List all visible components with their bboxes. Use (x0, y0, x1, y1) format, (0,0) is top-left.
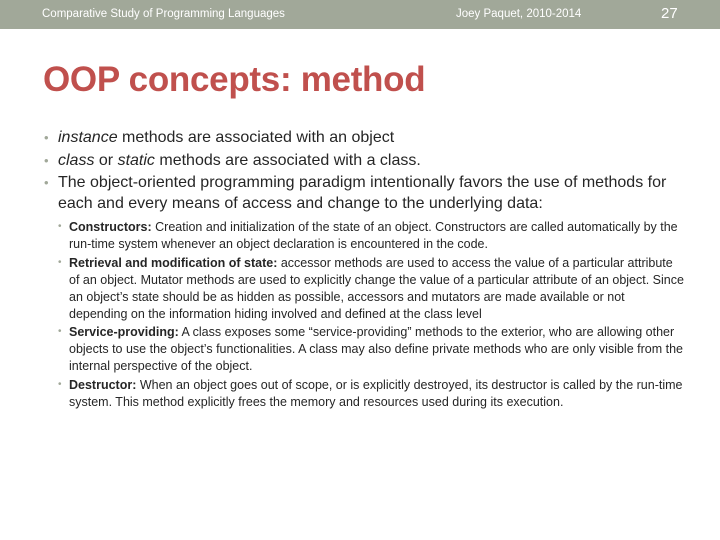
term-label: Constructors: (69, 220, 152, 234)
term-label: Service-providing: (69, 325, 179, 340)
bullet-text: methods are associated with a class. (154, 151, 421, 169)
bullet-text: The object-oriented programming paradigm intentionally favors the use of methods for each and every means of access and change to the underlying data: (58, 174, 667, 212)
course-title: Comparative Study of Programming Languages (42, 8, 285, 20)
emphasis-text: static (117, 151, 155, 169)
bullet-dot-icon: • (44, 130, 49, 145)
bullet-class-methods (44, 151, 684, 172)
bullet-dot-icon: • (58, 326, 62, 338)
bullet-dot-icon: • (44, 175, 49, 190)
bullet-dot-icon: • (58, 256, 62, 268)
term-label: Destructor: (69, 378, 137, 393)
sub-bullet-text: When an object goes out of scope, or is explicitly destroyed, its destructor is called by the run-time system. This method explicitly frees the memory and resources used during its execution. (69, 378, 683, 410)
bullet-text: methods are associated with an object (117, 129, 395, 146)
sub-bullet-text: A class exposes some “service-providing” methods to the exterior, who are allowing other objects to use the object’s functionalities. A class may also define private methods who are only visible from the internal perspective of the object. (69, 325, 683, 374)
bullet-dot-icon: • (58, 379, 62, 391)
bullet-oop-paradigm (44, 173, 684, 411)
page-number: 27 (661, 5, 678, 22)
sub-bullet-destructor (58, 377, 684, 411)
bullet-dot-icon: • (58, 221, 62, 232)
term-label: Retrieval and modification of state: (69, 255, 278, 270)
bullet-instance-methods (44, 128, 684, 149)
sub-bullet-text: Creation and initialization of the state of an object. Constructors are called automatically by the run-time system whenever an object declaration is encountered in the code. (69, 220, 678, 251)
sub-bullet-list (58, 219, 684, 411)
bullet-list (44, 128, 684, 413)
sub-bullet-state (58, 255, 684, 323)
bullet-dot-icon: • (44, 152, 49, 168)
emphasis-text: class (58, 151, 95, 169)
emphasis-text: instance (58, 129, 118, 146)
sub-bullet-text: accessor methods are used to access the value of a particular attribute of an object. Mutator methods are used to explicitly change the value of a particular attribute of an object. Since an object’s state should be as hidden as possible, accessors and mutators are made available or not depending on the information hiding involved and defined at the class level (69, 255, 684, 321)
sub-bullet-service (58, 324, 684, 375)
author-date: Joey Paquet, 2010-2014 (456, 8, 582, 20)
slide-title: OOP concepts: method (43, 60, 426, 99)
header-bar (0, 0, 720, 29)
sub-bullet-constructors (58, 219, 684, 253)
bullet-text: or (94, 151, 118, 169)
